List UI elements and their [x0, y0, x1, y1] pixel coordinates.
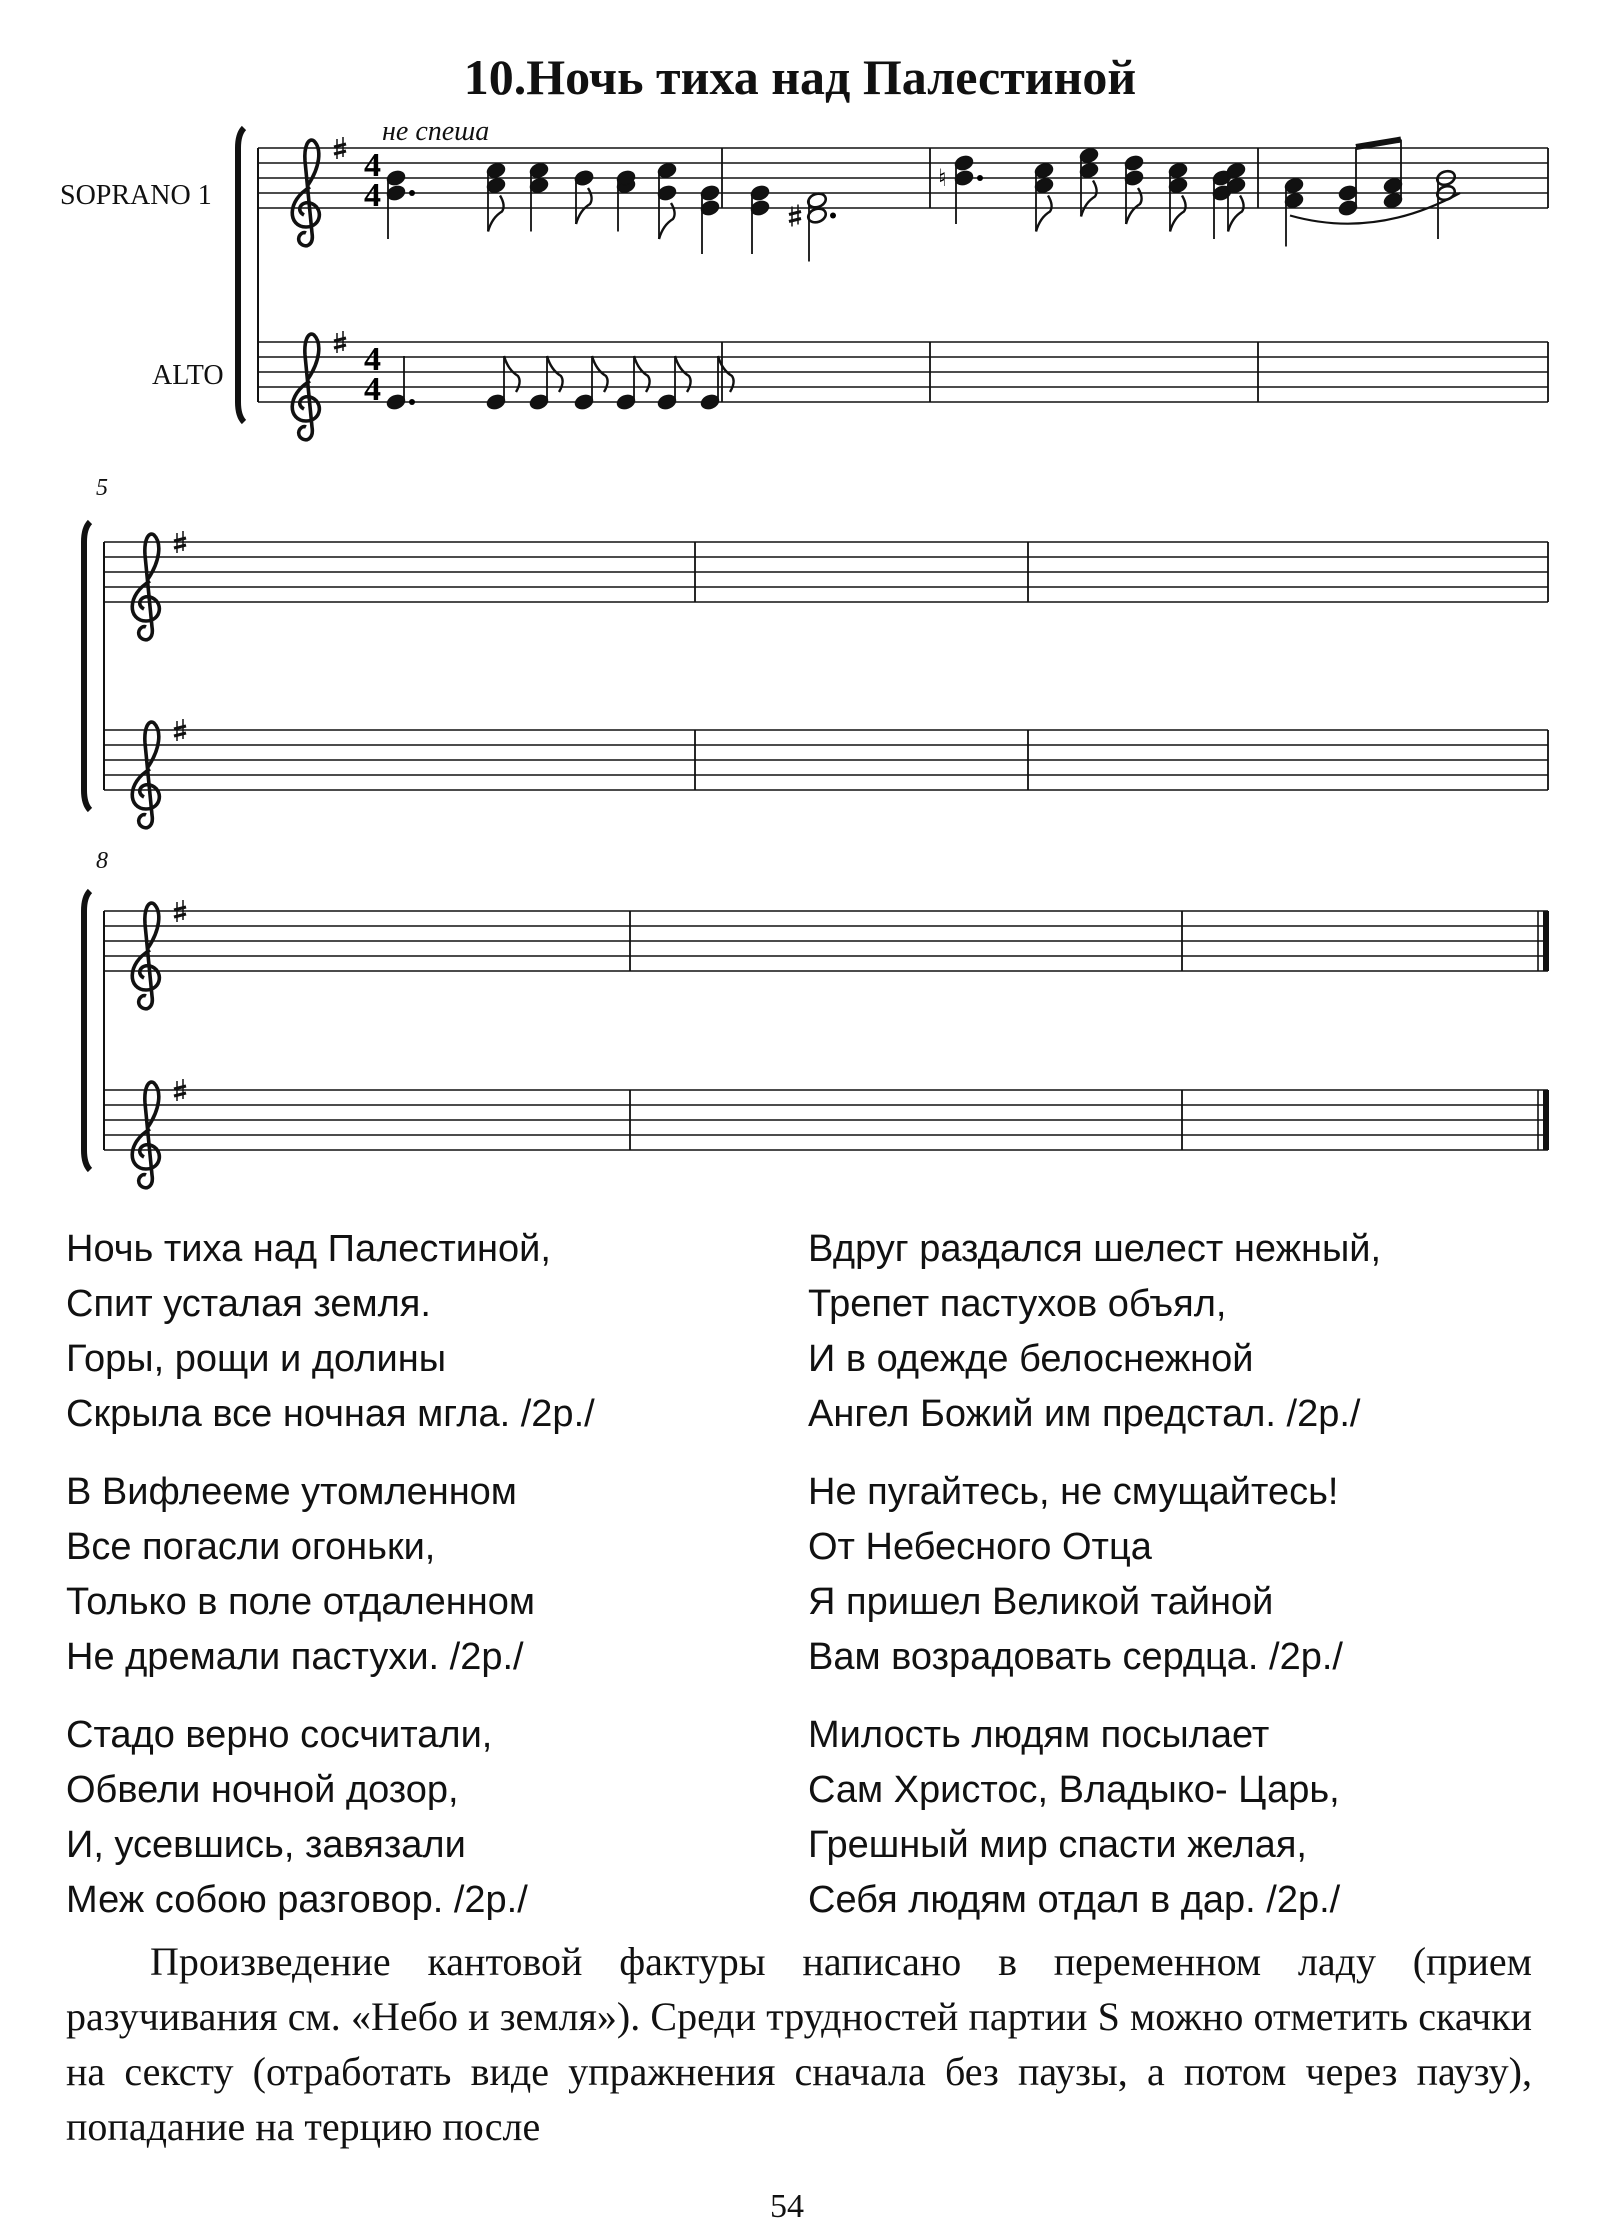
system-bracket [84, 522, 90, 810]
verse-line: Сам Христос, Владыко- Царь, [808, 1769, 1340, 1811]
verse-6 [808, 1708, 1381, 1928]
verse-line: В Вифлееме утомленном [66, 1471, 517, 1513]
system-bracket [238, 128, 244, 422]
page-number: 54 [770, 2188, 804, 2225]
dot [409, 399, 415, 405]
verse-line: Трепет пастухов объял, [808, 1283, 1227, 1325]
verse-line: Только в поле отдаленном [66, 1581, 536, 1623]
verse-line: Скрыла все ночная мгла. /2р./ [66, 1393, 595, 1435]
verse-line: Горы, рощи и долины [66, 1338, 446, 1380]
beam [1356, 140, 1401, 148]
flag [1036, 196, 1052, 232]
verses-right-column [808, 1222, 1381, 1951]
verse-4 [808, 1222, 1381, 1442]
verse-3 [66, 1708, 595, 1928]
dot [830, 213, 836, 219]
soprano-label: SOPRANO 1 [60, 180, 212, 211]
verse-line: Все погасли огоньки, [66, 1526, 436, 1568]
accidental-natural: ♮ [938, 164, 947, 192]
verse-line: Не дремали пастухи. /2р./ [66, 1636, 524, 1678]
verse-line: Милость людям посылает [808, 1714, 1270, 1756]
time-signature-bottom: 4 [364, 371, 381, 408]
verse-line: Не пугайтесь, не смущайтесь! [808, 1471, 1339, 1513]
verse-line: Обвели ночной дозор, [66, 1769, 459, 1811]
flag [1170, 196, 1186, 232]
measure-number-5: 5 [96, 475, 108, 501]
verse-line: И, усевшись, завязали [66, 1824, 466, 1866]
page-title: 10.Ночь тиха над Палестиной [463, 49, 1137, 105]
flag [1228, 196, 1244, 232]
commentary-paragraph [66, 1934, 1532, 2154]
verse-5 [808, 1465, 1381, 1685]
dot [409, 190, 415, 196]
verse-line: Ночь тиха над Палестиной, [66, 1228, 551, 1270]
commentary-text: Произведение кантовой фактуры написано в переменном ладу (прием разучивания см. «Небо и земля»). Среди трудностей партии S можно отметить скачки на сексту (отработать виде упражнения сначала без паузы, а потом через паузу), попадание на терцию после [66, 1939, 1532, 2149]
verse-line: И в одежде белоснежной [808, 1338, 1254, 1380]
verse-line: Вдруг раздался шелест нежный, [808, 1228, 1382, 1270]
time-signature-top: 4 [364, 341, 381, 378]
time-signature-top: 4 [364, 147, 381, 184]
verse-line: Меж собою разговор. /2р./ [66, 1879, 528, 1921]
verse-line: Я пришел Великой тайной [808, 1581, 1274, 1623]
system-bracket [84, 891, 90, 1170]
verse-line: Грешный мир спасти желая, [808, 1824, 1307, 1866]
verses-left-column [66, 1222, 595, 1951]
verse-line: Себя людям отдал в дар. /2р./ [808, 1879, 1341, 1921]
dot [977, 175, 983, 181]
verse-line: От Небесного Отца [808, 1526, 1152, 1568]
tempo-marking: не спеша [382, 116, 490, 147]
verse-line: Ангел Божий им предстал. /2р./ [808, 1393, 1361, 1435]
time-signature-bottom: 4 [364, 177, 381, 214]
verse-line: Спит усталая земля. [66, 1283, 431, 1325]
verse-1 [66, 1222, 595, 1442]
verse-line: Вам возрадовать сердца. /2р./ [808, 1636, 1343, 1678]
verse-line: Стадо верно сосчитали, [66, 1714, 493, 1756]
flag [488, 196, 504, 232]
flag [1081, 181, 1097, 217]
measure-number-8: 8 [96, 848, 108, 874]
verse-2 [66, 1465, 595, 1685]
alto-label: ALTO [152, 360, 224, 391]
